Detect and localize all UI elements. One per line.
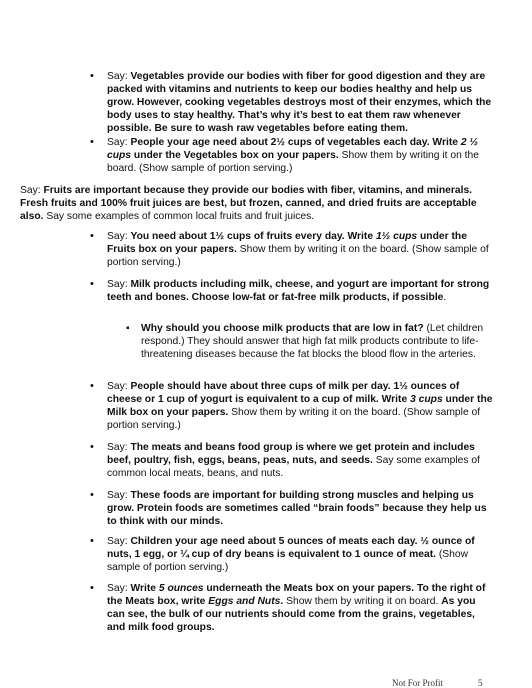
- bullet-bold-text: under the Milk box on your papers.: [107, 394, 493, 418]
- page-footer: [392, 678, 502, 688]
- bullet-vegetables-portion: [107, 136, 495, 175]
- bullet-milk-portion: [107, 380, 495, 432]
- bullet-bold-text: under the Fruits box on your papers.: [107, 231, 467, 255]
- bullet-plain-text: Show them by writing it on the board. (Show sample of portion serving.): [107, 150, 479, 174]
- bullet-plain-text: Show them by writing it on the board. (Show sample of portion serving.): [107, 244, 489, 268]
- say-prefix: Say:: [107, 231, 131, 242]
- bullet-bold-text: You need about 1½ cups of fruits every day. Write: [130, 231, 376, 242]
- bullet-bold-text: People your age need about 2½ cups of vegetables each day. Write: [130, 137, 461, 148]
- bullet-milk-products: [107, 278, 495, 304]
- say-prefix: Say:: [107, 583, 131, 594]
- bullet-bold-text: under the Vegetables box on your papers.: [131, 150, 339, 161]
- bullet-bold-text: These foods are important for building strong muscles and helping us grow. Protein foods are sometimes called “brain foods” because they help us to think with our minds.: [107, 490, 487, 527]
- bullet-italic-text: 1½ cups: [375, 231, 418, 242]
- bullet-plain-text: .: [443, 292, 447, 303]
- bullet-bold-text: Vegetables provide our bodies with fiber for good digestion and they are packed with vitamins and nutrients to keep our bodies healthy and help us grow. However, cooking vegetables destroys most of their enzymes, which the body uses to stay healthy. That’s why it’s best to eat them raw whenever possible. Be sure to wash raw vegetables before eating them.: [107, 71, 492, 134]
- bullet-plain-text: Show them by writing it on the board. (Show sample of portion serving.): [107, 407, 481, 431]
- say-prefix: Say:: [107, 442, 131, 453]
- bullet-vegetables-fiber: [107, 70, 495, 135]
- bullet-bold-text: The meats and beans food group is where we get protein and includes beef, poultry, fish, eggs, beans, peas, nuts, and seeds.: [107, 442, 475, 466]
- bullet-plain-text: (Show sample of portion serving.): [107, 549, 469, 573]
- paragraph-plain-text: Say some examples of common local fruits and fruit juices.: [43, 211, 315, 222]
- bullet-fruits-portion: [107, 230, 495, 269]
- bullet-meats-portion: [107, 535, 495, 574]
- bullet-bold-text: .: [280, 596, 284, 607]
- footer-label: Not For Profit: [392, 678, 444, 688]
- say-prefix: Say:: [107, 381, 131, 392]
- subbullet-plain-text: (Let children respond.) They should answer that high fat milk products contribute to life-threatening diseases because the fat blocks the blood flow in the arteries.: [141, 323, 484, 360]
- say-prefix: Say:: [107, 536, 131, 547]
- bullet-italic-text: 3 cups: [410, 394, 443, 405]
- subbullet-bold-text: Why should you choose milk products that are low in fat?: [141, 323, 424, 334]
- bullet-bold-text: Milk products including milk, cheese, and yogurt are important for strong teeth and bones. Choose low-fat or fat-free milk products, if possible: [107, 279, 490, 303]
- say-prefix: Say:: [107, 279, 131, 290]
- subbullet-low-fat-question: [141, 322, 487, 361]
- page-number: 5: [478, 678, 483, 688]
- bullet-plain-text: Say some examples of common local meats, beans, and nuts.: [107, 455, 480, 479]
- bullet-brain-foods: [107, 489, 495, 528]
- say-prefix: Say:: [107, 490, 131, 501]
- paragraph-bold-text: Fruits are important because they provide our bodies with fiber, vitamins, and minerals. Fresh fruits and 100% fruit juices are best, but frozen, canned, and dried fruits are acceptable also.: [20, 185, 477, 222]
- bullet-bold-text: Write: [130, 583, 159, 594]
- bullet-plain-text: Show them by writing it on board.: [283, 596, 442, 607]
- say-prefix: Say:: [107, 137, 131, 148]
- bullet-bold-text: As you can see, the bulk of our nutrients should come from the grains, vegetables, and milk food groups.: [107, 596, 476, 633]
- bullet-bold-text: People should have about three cups of milk per day. 1½ ounces of cheese or 1 cup of yogurt is equivalent to a cup of milk. Write: [107, 381, 460, 405]
- paragraph-fruits: [20, 184, 495, 223]
- bullet-bold-text: Children your age need about 5 ounces of meats each day. ½ ounce of nuts, 1 egg, or ¼ cup of dry beans is equivalent to 1 ounce of meat.: [107, 536, 475, 560]
- bullet-italic-text: Eggs and Nuts: [208, 596, 281, 607]
- bullet-bold-text: underneath the Meats box on your papers. To the right of the Meats box, write: [107, 583, 486, 607]
- bullet-italic-text: 2 ½ cups: [107, 137, 479, 161]
- say-prefix: Say:: [20, 185, 44, 196]
- bullet-italic-text: 5 ounces: [158, 583, 204, 594]
- bullet-meats-write: [107, 582, 495, 634]
- bullet-meats-beans-group: [107, 441, 495, 480]
- say-prefix: Say:: [107, 71, 131, 82]
